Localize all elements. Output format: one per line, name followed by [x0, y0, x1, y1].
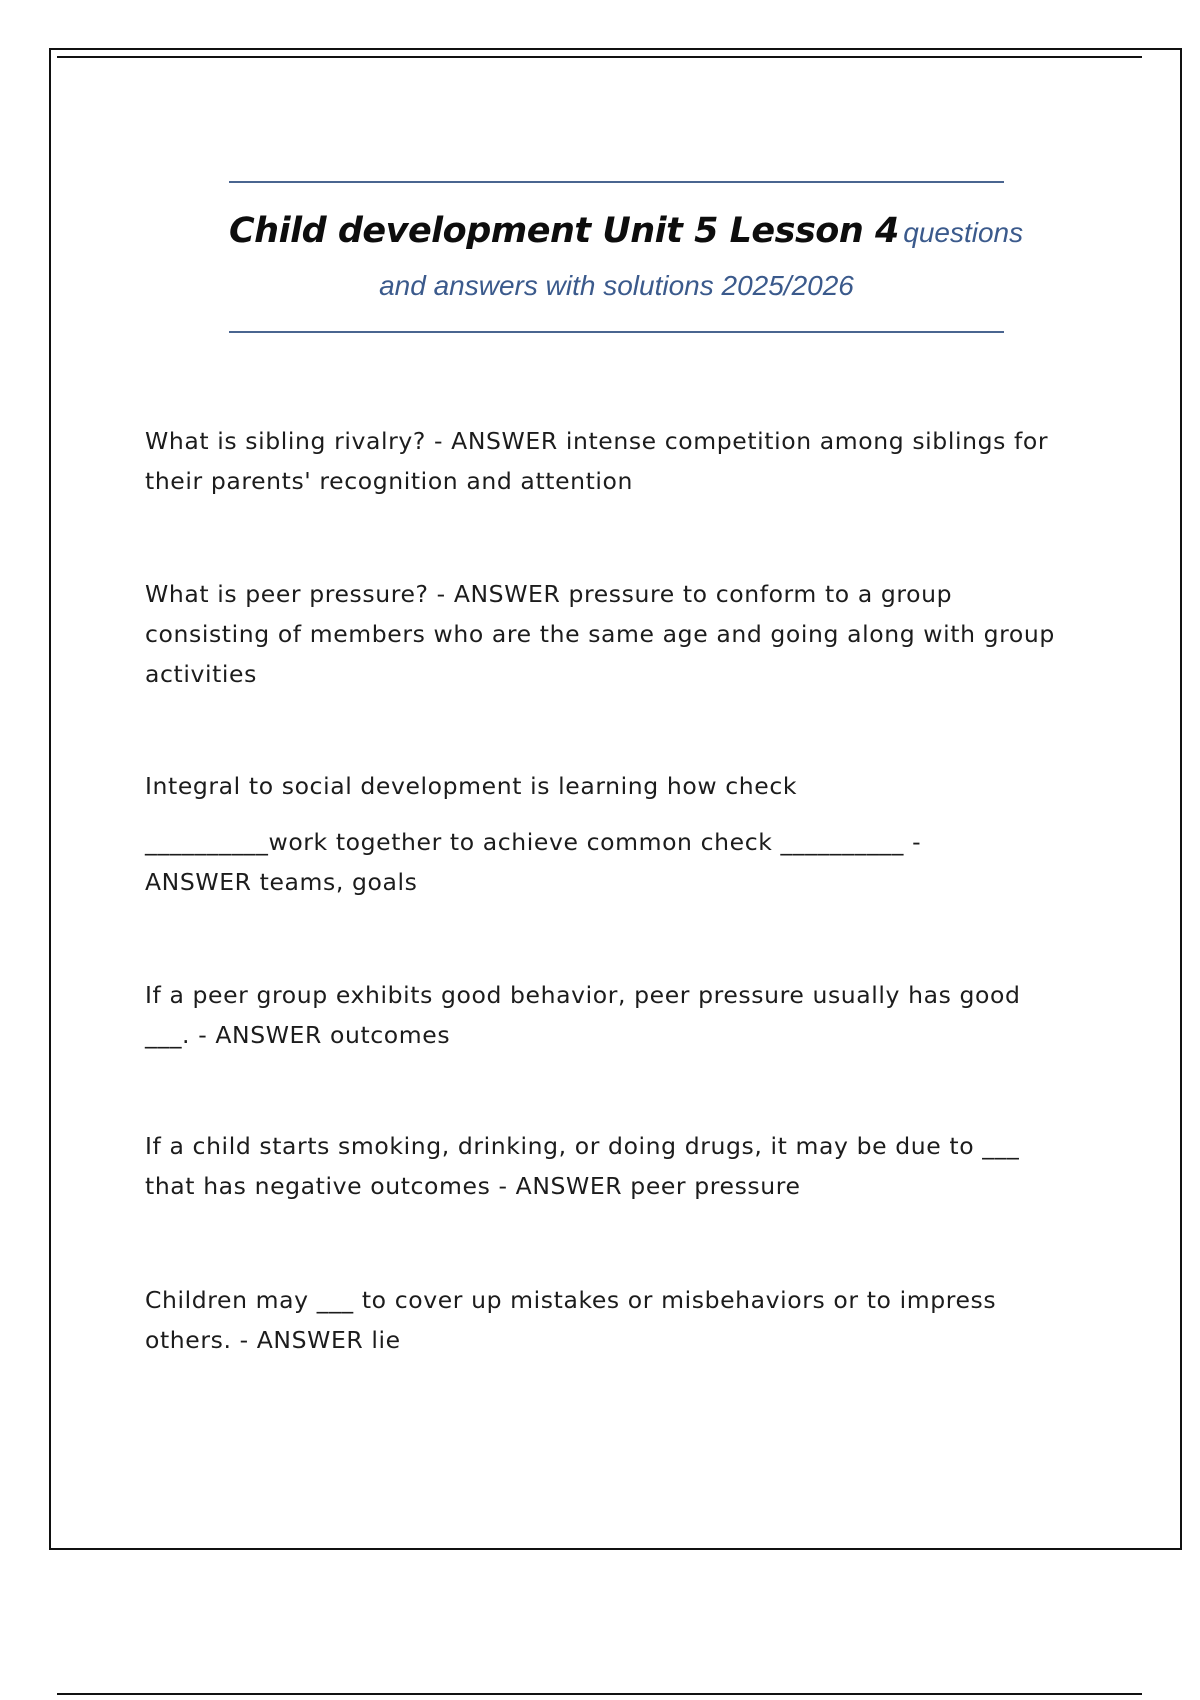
qa-line: Integral to social development is learning how check [145, 772, 798, 800]
qa-line: If a child starts smoking, drinking, or doing drugs, it may be due to ___ [145, 1132, 1020, 1160]
title-line-1 [229, 207, 1024, 262]
qa-line: What is peer pressure? - ANSWER pressure to conform to a group [145, 580, 953, 608]
bottom-rule [57, 1693, 1142, 1695]
qa-item-social-development [145, 766, 1095, 902]
document-subtitle-start: questions [903, 217, 1024, 248]
qa-line: __________work together to achieve common check __________ - [145, 828, 922, 856]
qa-line: that has negative outcomes - ANSWER peer pressure [145, 1172, 801, 1200]
qa-line: their parents' recognition and attention [145, 467, 634, 495]
qa-line: others. - ANSWER lie [145, 1326, 401, 1354]
document-title: Child development Unit 5 Lesson 4 [229, 211, 899, 251]
top-rule [57, 56, 1142, 58]
qa-item-peer-group-behavior [145, 975, 1095, 1055]
title-block [229, 181, 1024, 333]
qa-line: consisting of members who are the same age and going along with group [145, 620, 1055, 648]
qa-item-peer-pressure [145, 574, 1095, 694]
qa-line: What is sibling rivalry? - ANSWER intense competition among siblings for [145, 427, 1049, 455]
qa-item-smoking-drinking [145, 1126, 1095, 1206]
qa-line: ___. - ANSWER outcomes [145, 1021, 451, 1049]
qa-line: Children may ___ to cover up mistakes or misbehaviors or to impress [145, 1286, 997, 1314]
qa-item-sibling-rivalry [145, 421, 1095, 501]
document-subtitle-end: and answers with solutions 2025/2026 [379, 270, 854, 301]
qa-line: ANSWER teams, goals [145, 868, 418, 896]
qa-item-children-lie [145, 1280, 1095, 1360]
qa-line: activities [145, 660, 257, 688]
qa-line: If a peer group exhibits good behavior, peer pressure usually has good [145, 981, 1021, 1009]
